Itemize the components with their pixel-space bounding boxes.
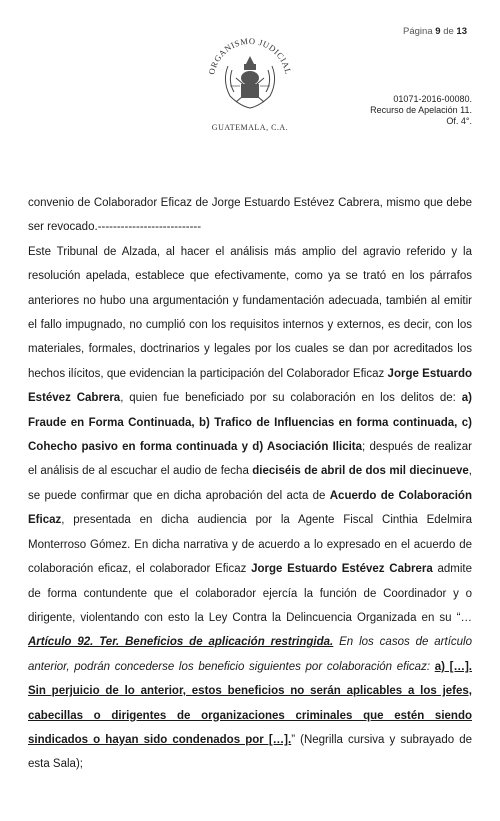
document-body — [28, 191, 472, 777]
paragraph-1: convenio de Colaborador Eficaz de Jorge Estuardo Estévez Cabrera, mismo que debe ser revocado.--------------------------- — [28, 197, 472, 234]
case-reference — [370, 94, 472, 127]
page-label: Página — [403, 26, 433, 37]
agreement-name: Acuerdo de Colaboración Eficaz — [28, 489, 472, 527]
collaborator-name-2: Jorge Estuardo Estévez Cabrera — [251, 563, 433, 576]
audio-date: dieciséis de abril de dos mil diecinueve — [252, 465, 469, 478]
page-total: 13 — [456, 26, 467, 37]
court-seal-icon — [200, 26, 300, 136]
case-number: 01071-2016-00080. — [393, 94, 472, 104]
article-intro: En los casos de artículo anterior, podrán concederse los beneficio siguientes por colaboración eficaz: — [28, 636, 473, 673]
crimes-list: a) Fraude en Forma Continuada, b) Trafico de Influencias en forma continuada, c) Cohecho pasivo en forma continuada y d) Asociación Ilicita — [28, 392, 472, 454]
article-restriction: a) […]. Sin perjuicio de lo anterior, estos beneficios no serán aplicables a los jefes, cabecillas o dirigentes de organizaciones criminales que estén siendo sindicados o hayan sido condenados por […]. — [28, 660, 472, 746]
office-label: Of. 4°. — [446, 116, 472, 126]
organismo-judicial-seal — [200, 26, 300, 136]
page-of: de — [443, 26, 454, 37]
seal-top-text: ORGANISMO JUDICIAL — [206, 35, 294, 76]
collaborator-name: Jorge Estuardo Estévez Cabrera — [28, 367, 473, 405]
seal-bottom-text: GUATEMALA, C.A. — [211, 123, 289, 132]
article-title: Artículo 92. Ter. Beneficios de aplicación restringida. — [28, 636, 334, 649]
page-number — [403, 26, 467, 37]
page-current: 9 — [435, 26, 441, 37]
appeal-label: Recurso de Apelación 11. — [370, 105, 472, 115]
paragraph-2: Este Tribunal de Alzada, al hacer el análisis más amplio del agravio referido y la resolución apelada, establece que efectivamente, como ya se trató en los párrafos anteriores no hubo una argumentación y fundamentación adecuada, también al emitir el fallo impugnado, no cumplió con los requisitos internos y externos, es decir, con los materiales, formales, doctrinarios y legales por los cuales se dan por acreditados los hechos ilícitos, que evidencian la participación del Colaborador Eficaz Jorge Estuardo Estévez Cabrera, quien fue beneficiado por su colaboración en los delitos de: a) Fraude en Forma Continuada, b) Trafico de Influencias en forma continuada, c) Cohecho pasivo en forma continuada y d) Asociación Ilicita; después de realizar el análisis de al escuchar el audio de fecha dieciséis de abril de dos mil diecinueve, se puede confirmar que en dicha aprobación del acta de Acuerdo de Colaboración Eficaz, presentada en dicha audiencia por la Agente Fiscal Cinthia Edelmira Monterroso Gómez. En dicha narrativa y de acuerdo a lo expresado en el acuerdo de colaboración eficaz, el colaborador Eficaz Jorge Estuardo Estévez Cabrera admite de forma contundente que el colaborador ejercía la función de Coordinador y o dirigente, violentando con esto la Ley Contra la Delincuencia Organizada en su “… Artículo 92. Ter. Beneficios de aplicación restringida. En los casos de artículo anterior, podrán concederse los beneficio siguientes por colaboración eficaz: a) […]. Sin perjuicio de lo anterior, estos beneficios no serán aplicables a los jefes, cabecillas o dirigentes de organizaciones criminales que estén siendo sindicados o hayan sido condenados por […].” (Negrilla cursiva y subrayado de esta Sala); — [28, 245, 473, 771]
